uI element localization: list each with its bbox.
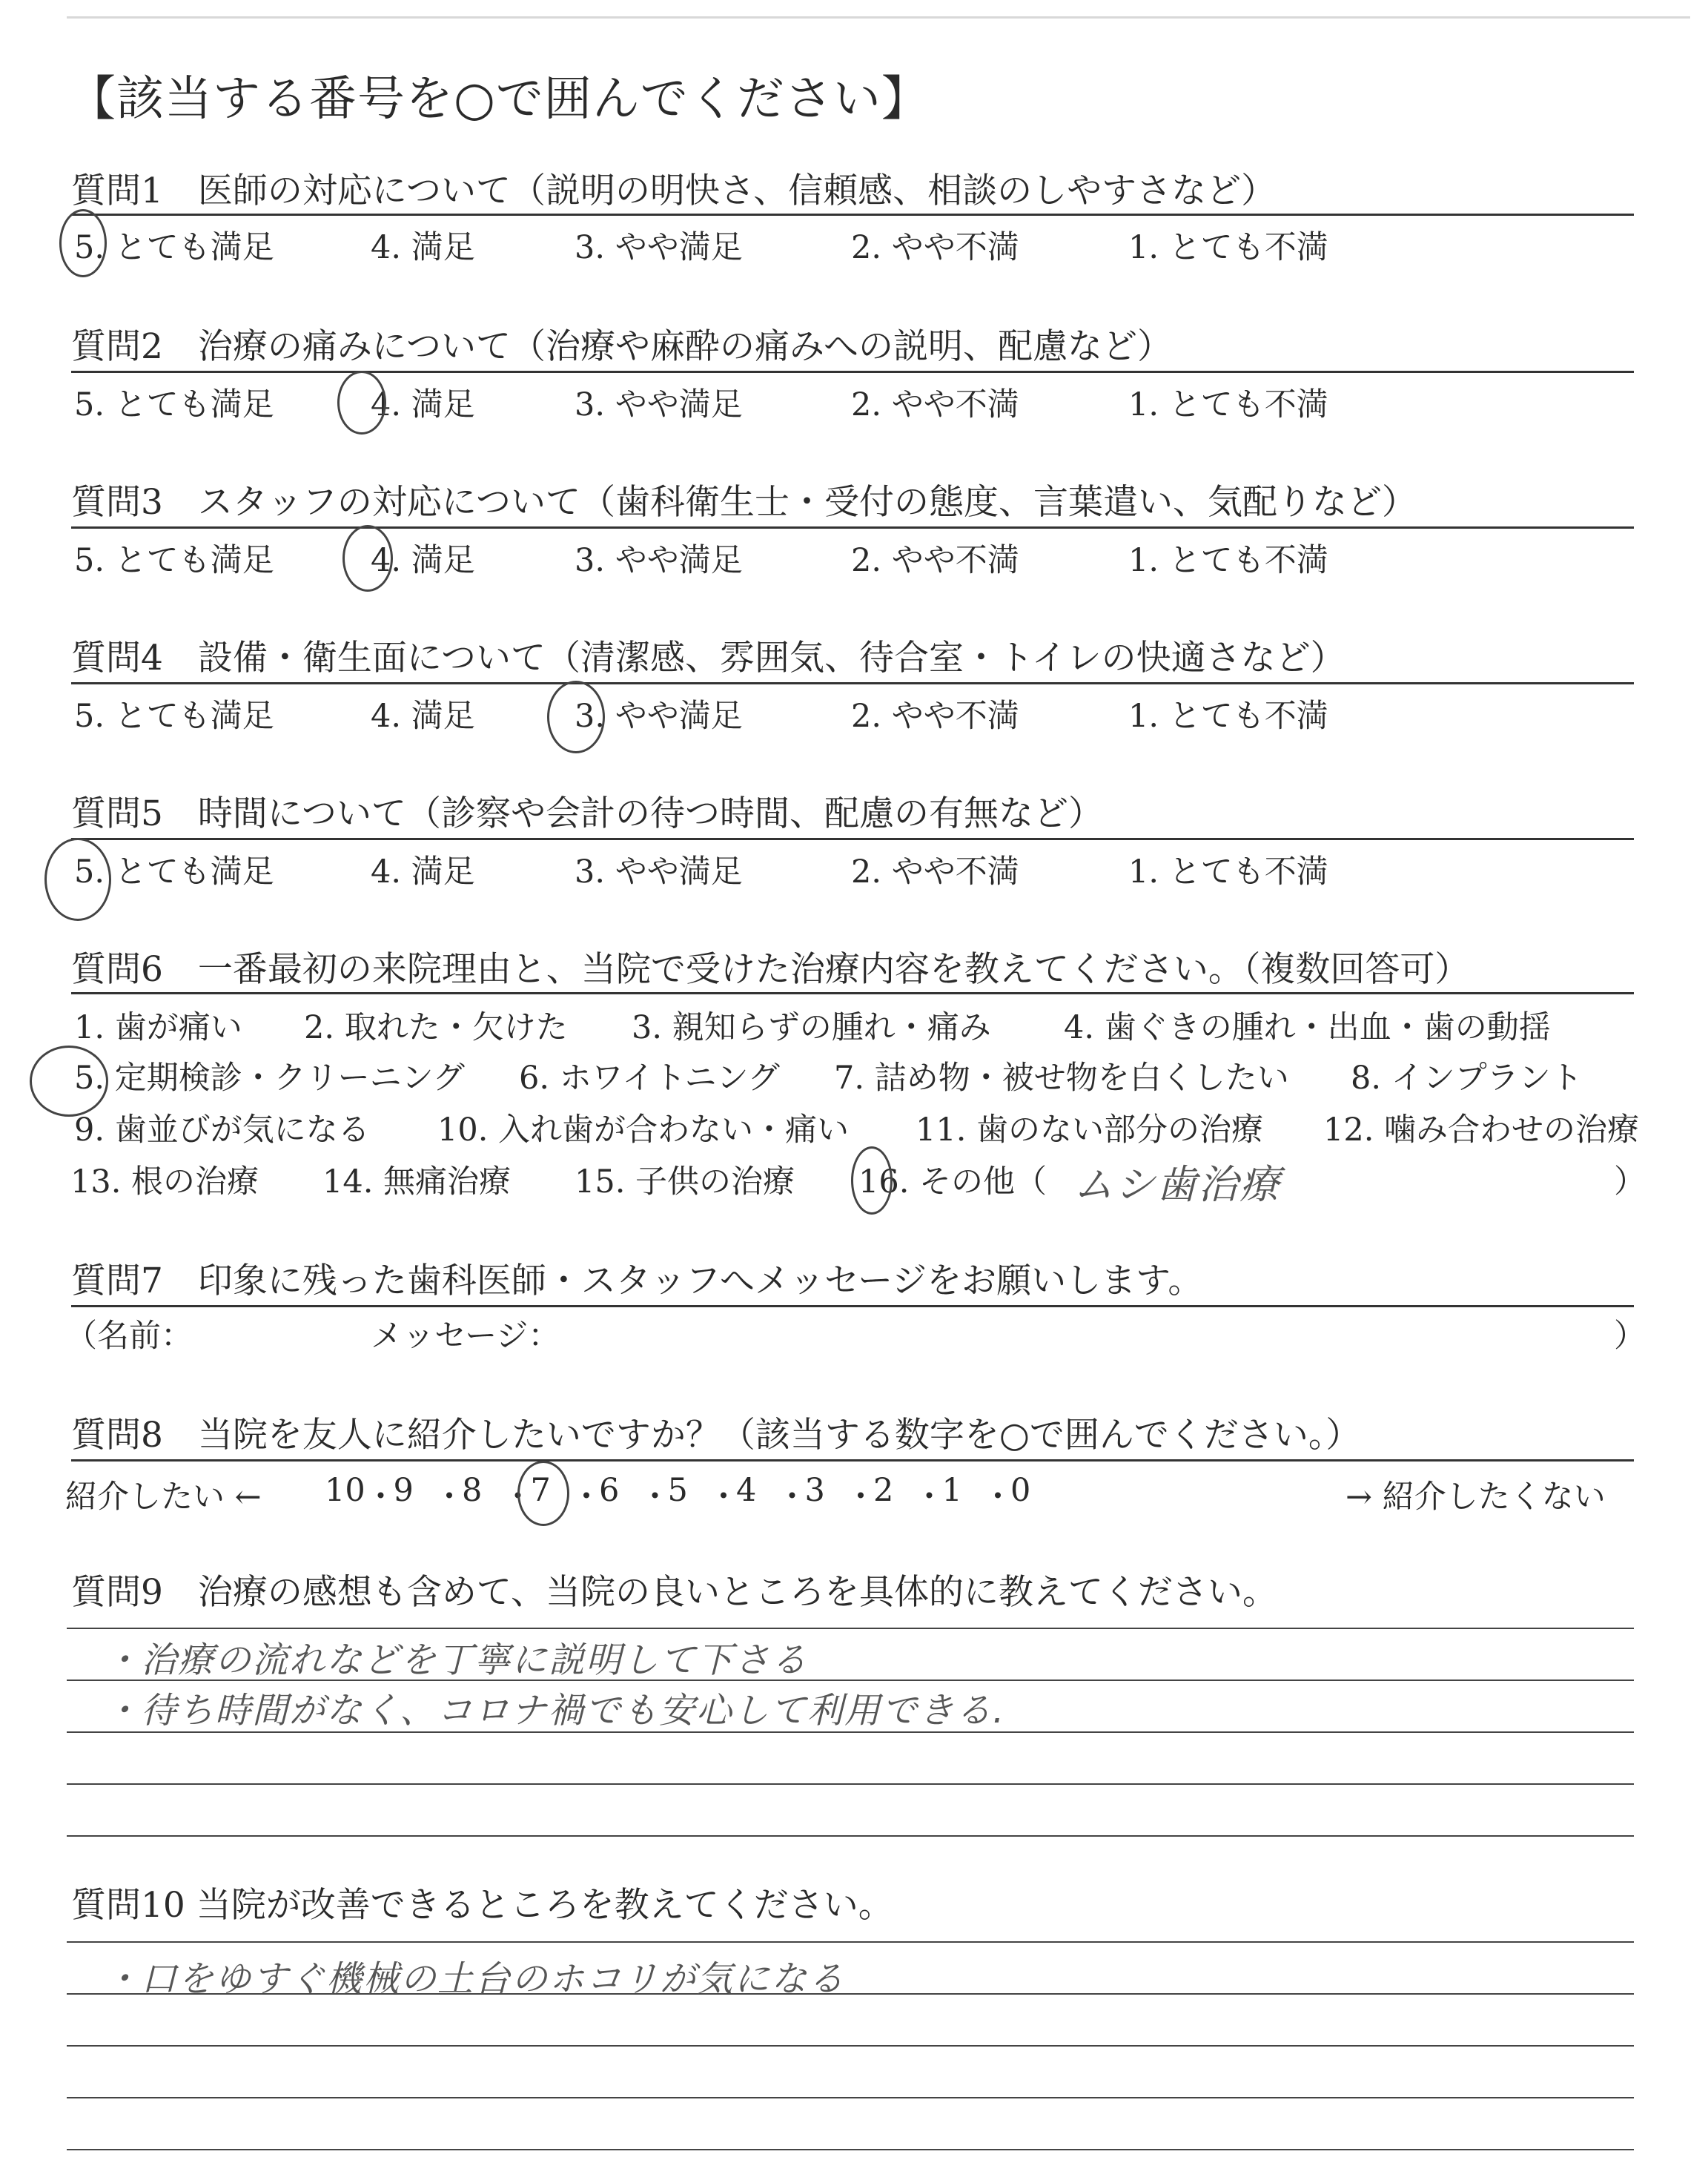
q6-option-10[interactable]: 10. 入れ歯が合わない・痛い xyxy=(437,1112,850,1149)
q5-option-1[interactable]: 1. とても不満 xyxy=(1128,853,1328,891)
q2-option-4[interactable]: 4. 満足 xyxy=(371,386,475,423)
q8-scale-1[interactable]: 1 xyxy=(941,1472,962,1509)
q8-scale-6[interactable]: 6 xyxy=(599,1472,620,1509)
q1-option-2[interactable]: 2. やや不満 xyxy=(851,229,1019,266)
q9-answer-2: ・待ち時間がなく、コロナ禍でも安心して利用できる. xyxy=(104,1690,1006,1731)
q8-separator: ・ xyxy=(433,1479,466,1516)
question-2-rule xyxy=(71,371,1634,373)
q9-line-1 xyxy=(67,1628,1634,1629)
q6-other-handwritten: ムシ歯治療 xyxy=(1073,1161,1281,1208)
q10-line-5 xyxy=(67,2149,1634,2150)
q2-option-1[interactable]: 1. とても不満 xyxy=(1128,386,1328,423)
q7-close-paren: ） xyxy=(1614,1318,1646,1355)
q6-option-11[interactable]: 11. 歯のない部分の治療 xyxy=(916,1112,1264,1149)
question-5-title: 質問5 時間について（診察や会計の待つ時間、配慮の有無など） xyxy=(71,793,1103,834)
question-1-title: 質問1 医師の対応について（説明の明快さ、信頼感、相談のしやすさなど） xyxy=(71,171,1277,211)
q7-message-label: メッセージ： xyxy=(371,1318,560,1355)
q8-selected-circle xyxy=(517,1461,569,1526)
q8-scale-3[interactable]: 3 xyxy=(804,1472,825,1509)
q6-option-7[interactable]: 7. 詰め物・被せ物を白くしたい xyxy=(834,1060,1289,1097)
question-7-title: 質問7 印象に残った歯科医師・スタッフへメッセージをお願いします。 xyxy=(71,1261,1203,1301)
q8-left-label: 紹介したい ← xyxy=(65,1479,262,1516)
q6-option-6[interactable]: 6. ホワイトニング xyxy=(519,1060,780,1097)
q8-separator: ・ xyxy=(844,1479,877,1516)
q8-separator: ・ xyxy=(502,1479,534,1516)
q4-option-2[interactable]: 2. やや不満 xyxy=(851,698,1019,735)
q6-option-1[interactable]: 1. 歯が痛い xyxy=(74,1009,242,1046)
q8-right-label: → 紹介したくない xyxy=(1345,1479,1606,1516)
q6-option-16[interactable]: 16. その他（ xyxy=(858,1163,1047,1200)
question-1-rule xyxy=(71,214,1634,216)
q8-separator: ・ xyxy=(639,1479,671,1516)
q8-separator: ・ xyxy=(913,1479,945,1516)
q1-option-3[interactable]: 3. やや満足 xyxy=(575,229,743,266)
q4-option-1[interactable]: 1. とても不満 xyxy=(1128,698,1328,735)
question-2-title: 質問2 治療の痛みについて（治療や麻酔の痛みへの説明、配慮など） xyxy=(71,326,1173,367)
q9-line-4 xyxy=(67,1783,1634,1785)
q7-name-label: （名前： xyxy=(65,1318,193,1355)
q6-option-15[interactable]: 15. 子供の治療 xyxy=(575,1163,795,1200)
question-7-rule xyxy=(71,1305,1634,1307)
q8-scale-10[interactable]: 10 xyxy=(325,1472,365,1509)
q10-answer-1: ・口をゆすぐ機械の土台のホコリが気になる xyxy=(104,1958,846,2000)
q3-option-1[interactable]: 1. とても不満 xyxy=(1128,542,1328,579)
q10-line-1 xyxy=(67,1941,1634,1943)
q8-scale-8[interactable]: 8 xyxy=(462,1472,483,1509)
q1-option-5[interactable]: 5. とても満足 xyxy=(74,229,274,266)
q6-close-paren: ） xyxy=(1614,1163,1646,1200)
q8-scale-0[interactable]: 0 xyxy=(1010,1472,1031,1509)
q8-separator: ・ xyxy=(982,1479,1014,1516)
q6-option-9[interactable]: 9. 歯並びが気になる xyxy=(74,1112,370,1149)
q6-option-3[interactable]: 3. 親知らずの腫れ・痛み xyxy=(632,1009,991,1046)
q6-option-12[interactable]: 12. 噛み合わせの治療 xyxy=(1323,1112,1640,1149)
q2-option-3[interactable]: 3. やや満足 xyxy=(575,386,743,423)
q8-scale-7[interactable]: 7 xyxy=(530,1472,551,1509)
q5-selected-circle xyxy=(44,838,111,921)
q9-line-5 xyxy=(67,1835,1634,1837)
top-border xyxy=(67,16,1690,19)
q2-option-2[interactable]: 2. やや不満 xyxy=(851,386,1019,423)
q4-option-3[interactable]: 3. やや満足 xyxy=(575,698,743,735)
q5-option-5[interactable]: 5. とても満足 xyxy=(74,853,274,891)
question-6-title: 質問6 一番最初の来院理由と、当院で受けた治療内容を教えてください。（複数回答可） xyxy=(71,949,1470,990)
q8-scale-2[interactable]: 2 xyxy=(873,1472,894,1509)
question-4-title: 質問4 設備・衛生面について（清潔感、雰囲気、待合室・トイレの快適さなど） xyxy=(71,638,1345,678)
q3-selected-circle xyxy=(342,525,393,592)
q6-selected-circle-5 xyxy=(30,1046,108,1117)
q6-selected-circle-16 xyxy=(851,1146,893,1215)
question-3-rule xyxy=(71,526,1634,529)
q4-option-5[interactable]: 5. とても満足 xyxy=(74,698,274,735)
q10-line-3 xyxy=(67,2045,1634,2047)
q6-option-5[interactable]: 5. 定期検診・クリーニング xyxy=(74,1060,465,1097)
question-8-rule xyxy=(71,1459,1634,1462)
q8-separator: ・ xyxy=(570,1479,603,1516)
question-3-title: 質問3 スタッフの対応について（歯科衛生士・受付の態度、言葉遣い、気配りなど） xyxy=(71,482,1417,523)
q3-option-2[interactable]: 2. やや不満 xyxy=(851,542,1019,579)
q10-line-4 xyxy=(67,2097,1634,2098)
q3-option-5[interactable]: 5. とても満足 xyxy=(74,542,274,579)
page-title: 【該当する番号を○で囲んでください】 xyxy=(68,72,930,127)
q5-option-3[interactable]: 3. やや満足 xyxy=(575,853,743,891)
q6-option-2[interactable]: 2. 取れた・欠けた xyxy=(304,1009,568,1046)
q3-option-4[interactable]: 4. 満足 xyxy=(371,542,475,579)
q4-option-4[interactable]: 4. 満足 xyxy=(371,698,475,735)
q6-option-13[interactable]: 13. 根の治療 xyxy=(70,1163,259,1200)
q3-option-3[interactable]: 3. やや満足 xyxy=(575,542,743,579)
q2-option-5[interactable]: 5. とても満足 xyxy=(74,386,274,423)
q9-answer-1: ・治療の流れなどを丁寧に説明して下さる xyxy=(104,1639,809,1681)
q8-separator: ・ xyxy=(365,1479,397,1516)
question-8-title: 質問8 当院を友人に紹介したいですか？（該当する数字を○で囲んでください。） xyxy=(71,1415,1361,1456)
q8-separator: ・ xyxy=(776,1479,808,1516)
question-4-rule xyxy=(71,682,1634,684)
q5-option-4[interactable]: 4. 満足 xyxy=(371,853,475,891)
q1-option-4[interactable]: 4. 満足 xyxy=(371,229,475,266)
question-9-title: 質問9 治療の感想も含めて、当院の良いところを具体的に教えてください。 xyxy=(71,1572,1277,1613)
q8-scale-5[interactable]: 5 xyxy=(667,1472,688,1509)
question-6-rule xyxy=(71,992,1634,994)
q8-scale-4[interactable]: 4 xyxy=(736,1472,757,1509)
q8-scale-9[interactable]: 9 xyxy=(393,1472,414,1509)
q4-selected-circle xyxy=(547,681,605,753)
q1-selected-circle xyxy=(59,209,107,277)
q5-option-2[interactable]: 2. やや不満 xyxy=(851,853,1019,891)
q6-option-8[interactable]: 8. インプラント xyxy=(1351,1060,1583,1097)
q6-option-4[interactable]: 4. 歯ぐきの腫れ・出血・歯の動揺 xyxy=(1064,1009,1551,1046)
question-10-title: 質問10 当院が改善できるところを教えてください。 xyxy=(71,1885,893,1926)
q8-separator: ・ xyxy=(707,1479,740,1516)
q1-option-1[interactable]: 1. とても不満 xyxy=(1128,229,1328,266)
q6-option-14[interactable]: 14. 無痛治療 xyxy=(322,1163,512,1200)
question-5-rule xyxy=(71,838,1634,840)
q2-selected-circle xyxy=(337,371,386,435)
